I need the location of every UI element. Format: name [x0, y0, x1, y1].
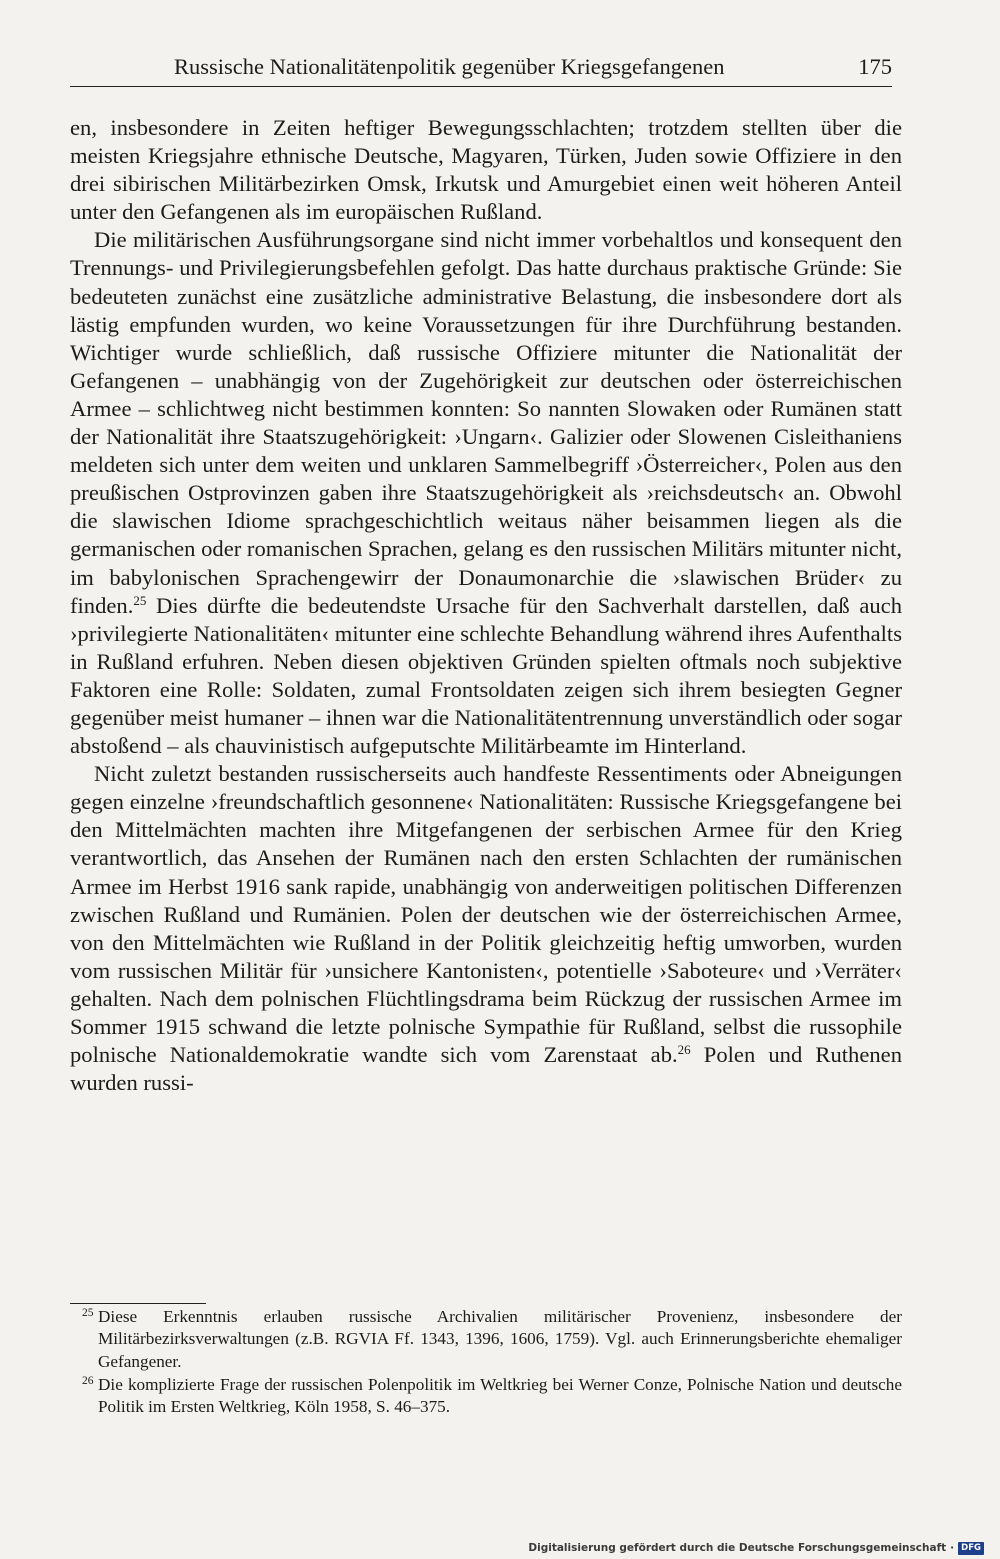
dfg-logo-icon: DFG	[958, 1542, 984, 1555]
footnote-text: Die komplizierte Frage der russischen Polenpolitik im Weltkrieg bei Werner Conze, Polnische Nation und deutsche Politik im Ersten Weltkrieg, Köln 1958, S. 46–375.	[98, 1374, 902, 1417]
text-span: Nicht zuletzt bestanden russischerseits auch handfeste Ressentiments oder Abneigungen gegen einzelne ›freundschaftlich gesonnene‹ Nationalitäten: Russische Kriegsgefangene bei den Mittelmächten machten ihre Mitgefangenen der serbischen Armee für den Krieg verantwortlich, das Ansehen der Rumänen nach den ersten Schlachten der rumänischen Armee im Herbst 1916 sank rapide, unabhängig von anderweitigen politischen Differenzen zwischen Rußland und Rumänien. Polen der deutschen wie der österreichischen Armee, von den Mittelmächten wie Rußland in der Politik gleichzeitig heftig umworben, wurden vom russischen Militär für ›unsichere Kantonisten‹, potentielle ›Saboteure‹ und ›Verräter‹ gehalten. Nach dem polnischen Flüchtlingsdrama beim Rückzug der russischen Armee im Sommer 1915 schwand die letzte polnische Sympathie für Rußland, selbst die russophile polnische Nationaldemokratie wandte sich vom Zarenstaat ab.	[70, 761, 902, 1068]
running-header	[70, 52, 892, 87]
page-number: 175	[858, 54, 892, 79]
text-span: Polen und Ruthenen wurden russi-	[70, 1042, 902, 1096]
footnote-text: Diese Erkenntnis erlauben russische Archivalien militärischer Provenienz, insbesondere der Militärbezirksverwaltungen (z.B. RGVIA Ff. 1343, 1396, 1606, 1759). Vgl. auch Erinnerungsberichte ehemaliger Gefangener.	[98, 1307, 902, 1371]
footnote-reference: 26	[677, 1042, 691, 1058]
footnote	[70, 1306, 902, 1373]
separator-dot: ·	[950, 1542, 955, 1554]
text-span: en, insbesondere in Zeiten heftiger Bewegungsschlachten; trotzdem stellten über die meisten Kriegsjahre ethnische Deutsche, Magyaren, Türken, Juden sowie Offiziere in den drei sibirischen Militärbezirken Omsk, Irkutsk und Amurgebiet einen weit höheren Anteil unter den Gefangenen als im europäischen Rußland.	[70, 115, 902, 225]
footnote-reference: 25	[133, 592, 147, 608]
body-text	[70, 114, 902, 1097]
text-span: Dies dürfte die bedeutendste Ursache für den Sachverhalt darstellen, daß auch ›privilegierte Nationalitäten‹ mitunter eine schlechte Behandlung während ihres Aufenthalts in Rußland erfuhren. Neben diesen objektiven Gründen spielten oftmals noch subjektive Faktoren eine Rolle: Soldaten, zumal Frontsoldaten zeigen sich ihrem besiegten Gegner gegenüber meist humaner – ihnen war die Nationalitätentrennung unverständlich oder sogar abstoßend – als chauvinistisch aufgeputschte Militärbeamte im Hinterland.	[70, 592, 902, 759]
paragraph	[70, 114, 902, 226]
text-span: Die militärischen Ausführungsorgane sind nicht immer vorbehaltlos und konsequent den Trennungs- und Privilegierungsbefehlen gefolgt. Das hatte durchaus praktische Gründe: Sie bedeuteten zunächst eine zusätzliche administrative Belastung, die insbesondere dort als lästig empfunden wurden, wo keine Voraussetzungen für ihre Durchführung bestanden. Wichtiger wurde schließlich, daß russische Offiziere mitunter die Nationalität der Gefangenen – unabhängig von der Zugehörigkeit zur deutschen oder österreichischen Armee – schlichtweg nicht bestimmen konnten: So nannten Slowaken oder Rumänen statt der Nationalität ihre Staatszugehörigkeit: ›Ungarn‹. Galizier oder Slowenen Cisleithaniens meldeten sich unter dem weiten und unklaren Sammelbegriff ›Österreicher‹, Polen aus den preußischen Ostprovinzen gaben ihre Staatszugehörigkeit als ›reichsdeutsch‹ an. Obwohl die slawischen Idiome sprachgeschichtlich weitaus näher beisammen liegen als die germanischen oder romanischen Sprachen, gelang es den russischen Militärs mitunter nicht, im babylonischen Sprachengewirr der Donaumonarchie die ›slawischen Brüder‹ zu finden.	[70, 227, 902, 618]
footnote-mark: 25	[82, 1307, 94, 1319]
digitization-text: Digitalisierung gefördert durch die Deutsche Forschungsgemeinschaft	[528, 1542, 947, 1554]
footnotes	[70, 1306, 902, 1419]
digitization-notice	[528, 1541, 984, 1555]
footnote-mark: 26	[82, 1374, 94, 1387]
paragraph	[70, 760, 902, 1097]
footnote	[70, 1374, 902, 1419]
paragraph	[70, 226, 902, 760]
running-title: Russische Nationalitätenpolitik gegenüber Kriegsgefangenen	[174, 54, 725, 79]
